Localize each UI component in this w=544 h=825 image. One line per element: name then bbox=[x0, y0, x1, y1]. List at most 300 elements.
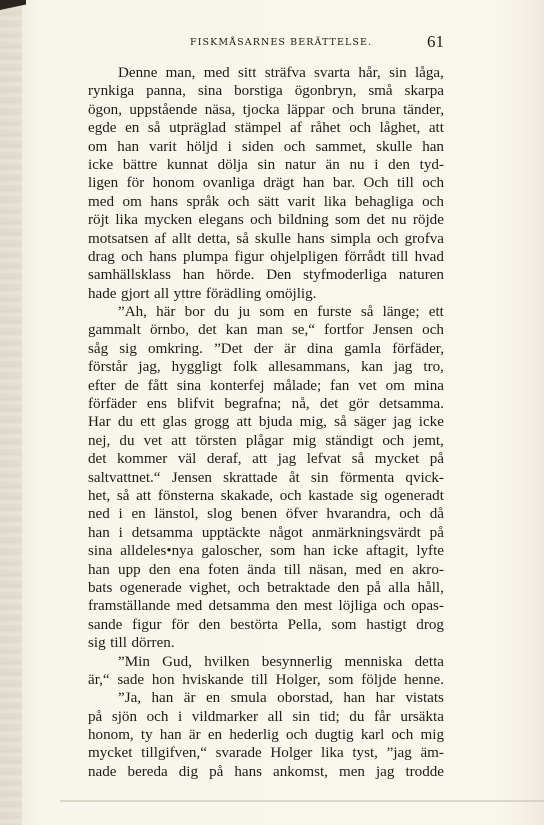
word: ursäkta bbox=[400, 708, 444, 725]
word: då bbox=[429, 506, 444, 523]
word: vet bbox=[143, 432, 163, 449]
word: förfäder, bbox=[392, 340, 444, 357]
word: menniska bbox=[344, 653, 403, 670]
word: hörde. bbox=[216, 267, 255, 284]
word: här bbox=[156, 304, 176, 321]
word: du bbox=[349, 708, 365, 725]
word: ett bbox=[428, 304, 444, 321]
word: han bbox=[302, 175, 325, 192]
word: hans bbox=[296, 230, 325, 247]
word: Har bbox=[88, 414, 111, 431]
word: ”Ja, bbox=[118, 690, 142, 707]
word: jag bbox=[393, 414, 412, 431]
word: hastigt bbox=[366, 616, 407, 633]
word: sade bbox=[117, 671, 145, 688]
word: folk bbox=[233, 359, 258, 376]
word: borstiga bbox=[234, 83, 283, 100]
word: en bbox=[389, 561, 404, 578]
word: den bbox=[388, 156, 410, 173]
word: bjuda bbox=[258, 414, 293, 431]
word: sin bbox=[310, 469, 329, 486]
word: hvad bbox=[414, 248, 444, 265]
word: dina bbox=[307, 340, 334, 357]
word: öfver bbox=[285, 506, 318, 523]
word: tyd- bbox=[419, 156, 444, 173]
word: i bbox=[118, 506, 123, 523]
word: samhällsklass bbox=[88, 267, 172, 284]
word: och bbox=[422, 175, 444, 192]
word: efter bbox=[88, 377, 116, 394]
word: karl bbox=[360, 727, 385, 744]
word: grofva bbox=[404, 230, 444, 247]
word: dörren. bbox=[131, 635, 175, 652]
word: tjocka bbox=[242, 101, 280, 118]
word: mycket bbox=[374, 451, 420, 468]
word: all bbox=[154, 285, 170, 302]
word: som bbox=[331, 616, 357, 633]
word: slog bbox=[207, 506, 233, 523]
word: betraktade bbox=[267, 579, 331, 596]
word: den bbox=[275, 598, 298, 615]
word: och bbox=[383, 598, 406, 615]
word: i bbox=[227, 138, 232, 155]
word: anmärkningsvärdt bbox=[311, 524, 421, 541]
word: svarade bbox=[215, 745, 262, 762]
page-header bbox=[88, 33, 444, 53]
word: skulle bbox=[254, 230, 291, 247]
word: att bbox=[136, 487, 152, 504]
word: utpräglad bbox=[169, 120, 227, 137]
word: att bbox=[236, 414, 252, 431]
word: höljd bbox=[186, 138, 218, 155]
word: den bbox=[148, 561, 171, 578]
word: en bbox=[293, 304, 308, 321]
word: simpla bbox=[330, 230, 371, 247]
word: ”Det bbox=[214, 340, 243, 357]
word: tro, bbox=[423, 359, 444, 376]
word: icke bbox=[88, 156, 114, 173]
word: ens bbox=[146, 396, 167, 413]
word: förädling bbox=[205, 285, 262, 302]
word: på bbox=[88, 708, 103, 725]
word: och bbox=[286, 727, 308, 744]
word: ständigt bbox=[325, 432, 374, 449]
word: till bbox=[397, 175, 414, 192]
word: omöjlig. bbox=[265, 285, 317, 302]
word: vighet, bbox=[189, 579, 231, 596]
word: deraf, bbox=[206, 451, 242, 468]
text-line bbox=[88, 377, 444, 395]
text-line bbox=[88, 450, 444, 468]
text-line bbox=[88, 82, 444, 100]
word: som bbox=[335, 212, 361, 229]
word: sitt bbox=[237, 65, 257, 81]
word: jag bbox=[393, 359, 413, 376]
word: gamla bbox=[344, 340, 382, 357]
word: är bbox=[284, 340, 296, 357]
word: kommer bbox=[116, 451, 168, 468]
word: egde bbox=[88, 120, 117, 137]
word: ett bbox=[140, 414, 156, 431]
text-line bbox=[88, 432, 444, 450]
word: Holger, bbox=[275, 671, 321, 688]
word: bruna bbox=[361, 101, 396, 118]
word: skakade, bbox=[220, 487, 274, 504]
word: jag, bbox=[138, 359, 161, 376]
word: och bbox=[399, 506, 422, 523]
word: på bbox=[429, 524, 444, 541]
word: små bbox=[368, 83, 393, 100]
word: svarta bbox=[314, 65, 351, 81]
word: bättre bbox=[122, 156, 158, 173]
text-line bbox=[88, 487, 444, 505]
word: uppstående bbox=[129, 101, 198, 118]
word: hans bbox=[150, 193, 178, 210]
word: som bbox=[328, 671, 354, 688]
word: hederlig bbox=[229, 727, 279, 744]
word: henne. bbox=[404, 671, 444, 688]
word: en bbox=[125, 120, 140, 137]
word: till bbox=[391, 248, 409, 265]
word: styfmoderliga bbox=[303, 267, 387, 284]
word: detsamma bbox=[208, 598, 270, 615]
word: sin bbox=[292, 708, 310, 725]
word: i bbox=[178, 708, 183, 725]
text-line bbox=[88, 689, 444, 707]
word: han bbox=[159, 727, 182, 744]
word: de bbox=[124, 377, 139, 394]
word: så bbox=[116, 487, 130, 504]
word: målade; bbox=[273, 377, 322, 394]
word: skarpa bbox=[404, 83, 444, 100]
text-line bbox=[88, 413, 444, 431]
text-line bbox=[88, 358, 444, 376]
word: af bbox=[154, 230, 167, 247]
word: figur bbox=[132, 616, 162, 633]
text-line bbox=[88, 708, 444, 726]
word: sina bbox=[197, 83, 223, 100]
word: Jensen bbox=[372, 322, 413, 339]
word: nå, bbox=[291, 396, 310, 413]
word: man bbox=[256, 322, 283, 339]
word: nade bbox=[88, 763, 117, 780]
word: lyfte bbox=[416, 543, 444, 560]
word: bereda bbox=[127, 763, 168, 780]
text-line bbox=[88, 763, 444, 781]
word: sig bbox=[119, 340, 137, 357]
word: upptäckte bbox=[201, 524, 261, 541]
word: ögon, bbox=[88, 101, 122, 118]
word: gammalt bbox=[88, 322, 141, 339]
word: mycken bbox=[144, 212, 193, 229]
word: tyst, bbox=[352, 745, 378, 762]
word: skrattade bbox=[223, 469, 278, 486]
text-line bbox=[88, 597, 444, 615]
word: lika bbox=[321, 745, 344, 762]
word: den bbox=[337, 579, 360, 596]
scan-edge-shadow bbox=[0, 0, 22, 825]
word: han bbox=[151, 690, 174, 707]
word: hyggligt bbox=[171, 359, 222, 376]
word: han bbox=[117, 138, 140, 155]
word: en bbox=[207, 727, 223, 744]
word: så bbox=[360, 304, 374, 321]
word: bildning bbox=[278, 212, 329, 229]
text-line bbox=[88, 285, 444, 303]
word: hade bbox=[88, 285, 117, 302]
word: är,“ bbox=[88, 671, 110, 688]
word: och bbox=[376, 230, 399, 247]
word: siden bbox=[241, 138, 274, 155]
word: drag bbox=[88, 248, 115, 265]
text-line bbox=[88, 469, 444, 487]
word: honom bbox=[152, 175, 195, 192]
word: och bbox=[250, 212, 272, 229]
word: vildmarker bbox=[191, 708, 259, 725]
word: råhet bbox=[310, 120, 341, 137]
word: får bbox=[373, 708, 391, 725]
word: tillgifven,“ bbox=[141, 745, 207, 762]
word: upp bbox=[118, 561, 141, 578]
word: att bbox=[252, 451, 268, 468]
word: på bbox=[429, 451, 444, 468]
word: mig, bbox=[299, 414, 327, 431]
word: besynnerlig bbox=[261, 653, 333, 670]
word: gör bbox=[348, 396, 369, 413]
word: till bbox=[284, 561, 301, 578]
word: mig bbox=[292, 432, 317, 449]
word: ”Min bbox=[118, 653, 150, 670]
word: lika bbox=[115, 212, 138, 229]
word: vet bbox=[358, 377, 377, 394]
word: drägt bbox=[263, 175, 295, 192]
word: så bbox=[147, 120, 161, 137]
word: Gud, bbox=[162, 653, 192, 670]
word: säger bbox=[353, 414, 386, 431]
word: bestörta bbox=[230, 616, 278, 633]
word: ty bbox=[140, 727, 153, 744]
word: näsan, bbox=[309, 561, 348, 578]
text-line bbox=[88, 303, 444, 321]
word: sande bbox=[88, 616, 123, 633]
word: trodde bbox=[405, 763, 444, 780]
word: ju bbox=[238, 304, 251, 321]
word: han bbox=[303, 543, 326, 560]
word: Den bbox=[266, 267, 292, 284]
word: äm- bbox=[420, 745, 444, 762]
word: det bbox=[366, 212, 386, 229]
word: han bbox=[88, 524, 110, 541]
word: det bbox=[88, 451, 107, 468]
word: läppar bbox=[286, 101, 325, 118]
word: du bbox=[117, 414, 133, 431]
word: Jensen bbox=[171, 469, 212, 486]
text-line bbox=[88, 156, 444, 174]
word: behagliga bbox=[354, 193, 414, 210]
text-line bbox=[88, 211, 444, 229]
word: du bbox=[119, 432, 135, 449]
word: hvarandra, bbox=[326, 506, 391, 523]
word: sina bbox=[88, 543, 113, 560]
word: opas- bbox=[411, 598, 444, 615]
word: om bbox=[385, 377, 405, 394]
word: du bbox=[214, 304, 230, 321]
word: med bbox=[355, 561, 382, 578]
word: det bbox=[198, 322, 217, 339]
word: för bbox=[126, 175, 145, 192]
text-line bbox=[88, 744, 444, 762]
word: varit bbox=[149, 138, 177, 155]
word: röjt bbox=[88, 212, 109, 229]
word: akro- bbox=[412, 561, 444, 578]
word: röjde bbox=[412, 212, 444, 229]
word: fan bbox=[330, 377, 350, 394]
word: detta, bbox=[197, 230, 231, 247]
word: och bbox=[238, 579, 260, 596]
text-line bbox=[88, 193, 444, 211]
word: och bbox=[349, 120, 372, 137]
word: ohjelpligen bbox=[270, 248, 339, 265]
text-line bbox=[88, 248, 444, 266]
word: dugtig bbox=[315, 727, 354, 744]
text-line bbox=[88, 653, 444, 671]
word: så bbox=[236, 230, 249, 247]
word: löjliga bbox=[338, 598, 378, 615]
word: och bbox=[279, 487, 302, 504]
word: sjön bbox=[111, 708, 138, 725]
word: ända bbox=[247, 561, 276, 578]
word: väl bbox=[177, 451, 197, 468]
word: hår, bbox=[358, 65, 381, 81]
text-line bbox=[88, 395, 444, 413]
word: förmenta bbox=[339, 469, 395, 486]
word: kan bbox=[225, 322, 248, 339]
word: och bbox=[332, 101, 354, 118]
word: sätt bbox=[258, 193, 280, 210]
word: natur bbox=[284, 156, 316, 173]
word: har bbox=[375, 690, 395, 707]
text-line bbox=[88, 174, 444, 192]
word: han bbox=[182, 267, 205, 284]
word: är bbox=[188, 727, 201, 744]
text-line bbox=[88, 505, 444, 523]
word: i bbox=[374, 156, 379, 173]
word: och bbox=[146, 708, 169, 725]
text-line bbox=[88, 101, 444, 119]
word: i bbox=[118, 524, 123, 541]
word: Denne bbox=[118, 65, 158, 81]
word: smula bbox=[230, 690, 267, 707]
word: och bbox=[422, 193, 444, 210]
word: med bbox=[88, 193, 114, 210]
word: så bbox=[351, 451, 365, 468]
word: nu bbox=[391, 212, 407, 229]
word: han bbox=[88, 561, 110, 578]
word: se,“ bbox=[291, 322, 315, 339]
word: och bbox=[227, 193, 250, 210]
word: framställande bbox=[88, 598, 171, 615]
text-line bbox=[88, 138, 444, 156]
word: såg bbox=[88, 340, 109, 357]
word: bor bbox=[184, 304, 205, 321]
word: alldeles•nya bbox=[120, 543, 194, 560]
word: och bbox=[391, 727, 414, 744]
word: och bbox=[283, 138, 306, 155]
text-line bbox=[88, 524, 444, 542]
word: dölja bbox=[217, 156, 248, 173]
word: lika bbox=[323, 193, 347, 210]
word: panna, bbox=[146, 83, 186, 100]
word: mest bbox=[303, 598, 333, 615]
word: håll, bbox=[417, 579, 444, 596]
word: alla bbox=[388, 579, 411, 596]
word: stämpel bbox=[234, 120, 282, 137]
word: aftagit, bbox=[366, 543, 409, 560]
word: motsatsen bbox=[88, 230, 149, 247]
word: varit bbox=[287, 193, 316, 210]
word: jag bbox=[375, 763, 395, 780]
word: omkring. bbox=[148, 340, 203, 357]
text-line bbox=[88, 64, 444, 82]
word: grogg bbox=[194, 414, 230, 431]
word: nej, bbox=[88, 432, 111, 449]
word: af bbox=[290, 120, 302, 137]
word: han bbox=[343, 690, 366, 707]
word: ned bbox=[88, 506, 110, 523]
word: men bbox=[338, 763, 365, 780]
word: ena bbox=[178, 561, 200, 578]
word: den bbox=[198, 616, 221, 633]
word: bar. bbox=[332, 175, 356, 192]
word: mina bbox=[413, 377, 444, 394]
word: på bbox=[366, 579, 381, 596]
word: sig bbox=[360, 487, 378, 504]
word: förstår bbox=[88, 359, 128, 376]
word: kastade bbox=[308, 487, 354, 504]
word: och bbox=[121, 248, 143, 265]
body-text bbox=[88, 64, 444, 781]
text-line bbox=[88, 561, 444, 579]
word: sin bbox=[389, 65, 407, 81]
word: vistats bbox=[405, 690, 444, 707]
word: hans bbox=[149, 248, 177, 265]
word: icke bbox=[333, 543, 359, 560]
word: låga, bbox=[414, 65, 444, 81]
word: än bbox=[325, 156, 340, 173]
word: törsten bbox=[195, 432, 237, 449]
word: ogenerade bbox=[119, 579, 182, 596]
word: begrafna; bbox=[224, 396, 282, 413]
word: yttre bbox=[173, 285, 202, 302]
word: ovanliga bbox=[202, 175, 255, 192]
word: allt bbox=[172, 230, 192, 247]
text-line bbox=[88, 579, 444, 597]
word: all bbox=[267, 708, 283, 725]
word: hans bbox=[234, 763, 262, 780]
word: lefvat bbox=[306, 451, 342, 468]
word: hon bbox=[151, 671, 175, 688]
word: länstol, bbox=[154, 506, 199, 523]
word: ogeneradt bbox=[384, 487, 444, 504]
text-line bbox=[88, 671, 444, 689]
word: hviskande bbox=[182, 671, 244, 688]
word: ligen bbox=[88, 175, 119, 192]
word: detta bbox=[414, 653, 444, 670]
word: benen bbox=[241, 506, 278, 523]
word: qvick- bbox=[405, 469, 444, 486]
word: hvilken bbox=[204, 653, 250, 670]
word: dig bbox=[178, 763, 199, 780]
